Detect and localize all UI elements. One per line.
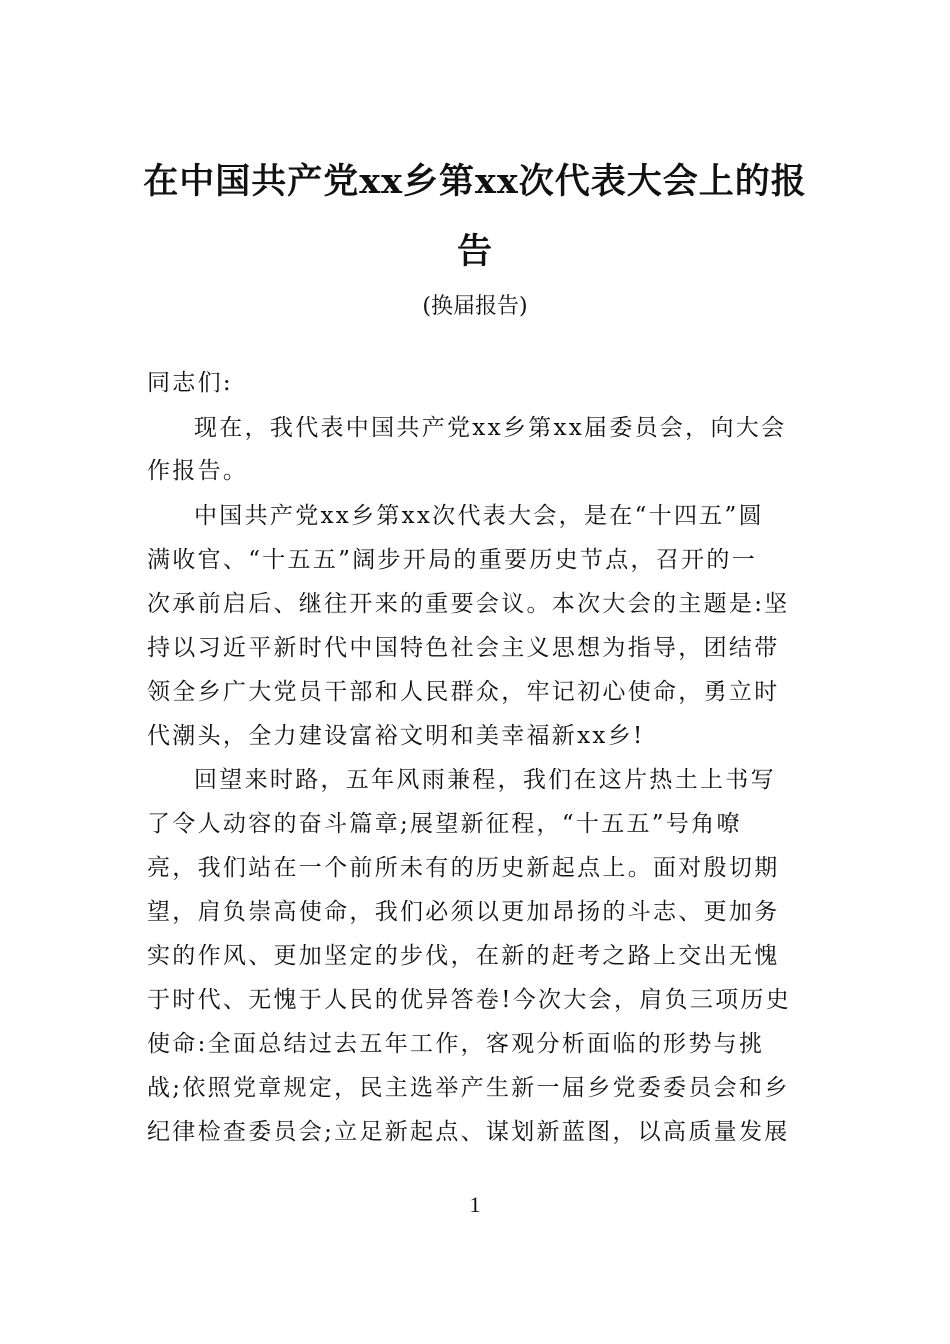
body-text-line: 回望来时路，五年风雨兼程，我们在这片热土上书写: [194, 767, 776, 793]
body-text-line: 了令人动容的奋斗篇章;展望新征程，“十五五”号角嘹: [147, 811, 742, 837]
body-text-line: 作报告。: [147, 458, 249, 484]
body-text-line: 领全乡广大党员干部和人民群众，牢记初心使命，勇立时: [147, 679, 780, 705]
body-text-line: 满收官、“十五五”阔步开局的重要历史节点，召开的一: [147, 547, 758, 573]
body-text-line: 战;依照党章规定，民主选举产生新一届乡党委委员会和乡: [147, 1075, 790, 1101]
body-text-line: 次承前启后、继往开来的重要会议。本次大会的主题是:坚: [147, 591, 790, 617]
page-number: 1: [469, 1192, 481, 1217]
body-text-line: 同志们:: [147, 370, 233, 396]
body-text-line: 持以习近平新时代中国特色社会主义思想为指导，团结带: [147, 635, 780, 661]
body-text-line: 代潮头，全力建设富裕文明和美幸福新xx乡!: [147, 723, 645, 749]
body-text-line: 实的作风、更加坚定的步伐，在新的赶考之路上交出无愧: [147, 943, 780, 969]
body-text-line: 纪律检查委员会;立足新起点、谋划新蓝图，以高质量发展: [147, 1119, 790, 1145]
document-title-line-2: 告: [456, 231, 493, 272]
body-text-line: 中国共产党xx乡第xx次代表大会，是在“十四五”圆: [194, 503, 764, 529]
body-text-line: 望，肩负崇高使命，我们必须以更加昂扬的斗志、更加务: [147, 899, 780, 925]
document-title-line-1: 在中国共产党xx乡第xx次代表大会上的报: [143, 161, 807, 202]
body-text-line: 使命:全面总结过去五年工作，客观分析面临的形势与挑: [147, 1031, 765, 1057]
document-subtitle: (换届报告): [422, 294, 528, 319]
body-text-line: 现在，我代表中国共产党xx乡第xx届委员会，向大会: [194, 415, 787, 441]
body-text-line: 亮，我们站在一个前所未有的历史新起点上。面对殷切期: [147, 855, 780, 881]
body-text-line: 于时代、无愧于人民的优异答卷!今次大会，肩负三项历史: [147, 987, 792, 1013]
